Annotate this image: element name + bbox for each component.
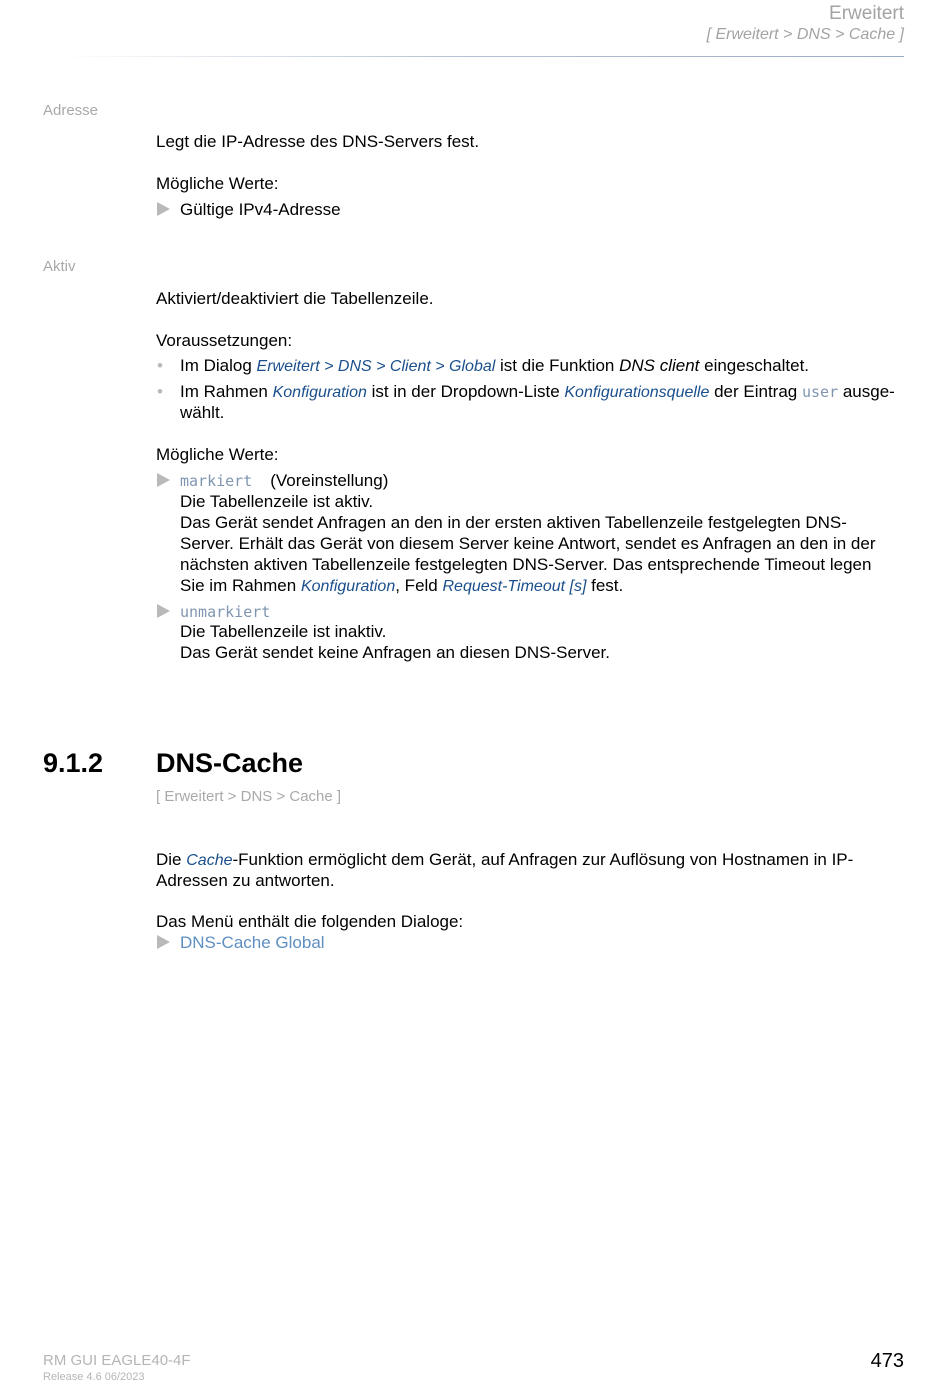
adresse-value-ipv4: Gültige IPv4-Adresse bbox=[180, 200, 341, 219]
aktiv-description: Aktiviert/deaktiviert die Tabellenzeile. bbox=[156, 289, 434, 308]
aktiv-values-label: Mögliche Werte: bbox=[156, 445, 279, 464]
link-dns-cache-global[interactable]: DNS-Cache Global bbox=[180, 933, 325, 952]
section-menu-label: Das Menü enthält die folgenden Dialoge: bbox=[156, 912, 464, 931]
section-intro-line-1: Die Cache-Funktion ermöglicht dem Gerät, auf Anfragen zur Auflösung von Hostnamen in IP- bbox=[156, 850, 854, 869]
markiert-line-2: Das Gerät sendet Anfragen an den in der ersten aktiven Tabellenzeile festgelegten DNS- bbox=[180, 513, 847, 532]
aktiv-prereq-2: Im Rahmen Konfiguration ist in der Dropdown-Liste Konfigurationsquelle der Eintrag user ausge- bbox=[180, 382, 895, 401]
link-request-timeout[interactable]: Request-Timeout [s] bbox=[442, 578, 587, 595]
param-label-aktiv: Aktiv bbox=[43, 258, 76, 275]
bullet-dot-icon: • bbox=[157, 356, 163, 375]
value-markiert: markiert (Voreinstellung) bbox=[180, 471, 389, 490]
aktiv-prereq-1: Im Dialog Erweitert > DNS > Client > Global ist die Funktion DNS client eingeschaltet. bbox=[180, 356, 810, 375]
link-konfiguration[interactable]: Konfiguration bbox=[272, 384, 367, 401]
value-unmarkiert: unmarkiert bbox=[180, 603, 271, 621]
section-path: [ Erweitert > DNS > Cache ] bbox=[156, 788, 342, 805]
link-konfigurationsquelle[interactable]: Konfigurationsquelle bbox=[564, 384, 710, 401]
bullet-triangle-icon bbox=[157, 935, 170, 949]
section-number: 9.1.2 bbox=[43, 748, 104, 778]
footer-release: Release 4.6 06/2023 bbox=[43, 1371, 145, 1383]
markiert-line-5: Sie im Rahmen Konfiguration, Feld Request-Timeout [s] fest. bbox=[180, 576, 624, 595]
section-intro-line-2: Adressen zu antworten. bbox=[156, 871, 335, 890]
link-dns-client-global[interactable]: Erweitert > DNS > Client > Global bbox=[256, 358, 496, 375]
header-divider bbox=[60, 56, 904, 57]
adresse-description: Legt die IP-Adresse des DNS-Servers fest. bbox=[156, 132, 480, 151]
section-title: DNS-Cache bbox=[156, 748, 304, 778]
footer-document-name: RM GUI EAGLE40-4F bbox=[43, 1352, 191, 1369]
running-header-title: Erweitert bbox=[829, 3, 904, 24]
bullet-triangle-icon bbox=[157, 604, 170, 618]
running-header-path: [ Erweitert > DNS > Cache ] bbox=[706, 26, 904, 43]
markiert-line-1: Die Tabellenzeile ist aktiv. bbox=[180, 492, 374, 511]
aktiv-prereq-2-cont: wählt. bbox=[180, 403, 225, 422]
bullet-triangle-icon bbox=[157, 202, 170, 216]
markiert-line-3: Server. Erhält das Gerät von diesem Server keine Antwort, sendet es Anfragen an den in der bbox=[180, 534, 876, 553]
bullet-dot-icon: • bbox=[157, 382, 163, 401]
link-cache[interactable]: Cache bbox=[186, 852, 233, 869]
unmarkiert-line-2: Das Gerät sendet keine Anfragen an diesen DNS-Server. bbox=[180, 643, 610, 662]
aktiv-prereq-label: Voraussetzungen: bbox=[156, 331, 293, 350]
adresse-values-label: Mögliche Werte: bbox=[156, 174, 279, 193]
param-label-adresse: Adresse bbox=[43, 102, 99, 119]
link-konfiguration-2[interactable]: Konfiguration bbox=[300, 578, 396, 595]
markiert-line-4: nächsten aktiven Tabellenzeile festgelegten DNS-Server. Das entsprechende Timeout legen bbox=[180, 555, 872, 574]
page-number: 473 bbox=[870, 1350, 904, 1372]
unmarkiert-line-1: Die Tabellenzeile ist inaktiv. bbox=[180, 622, 387, 641]
bullet-triangle-icon bbox=[157, 473, 170, 487]
